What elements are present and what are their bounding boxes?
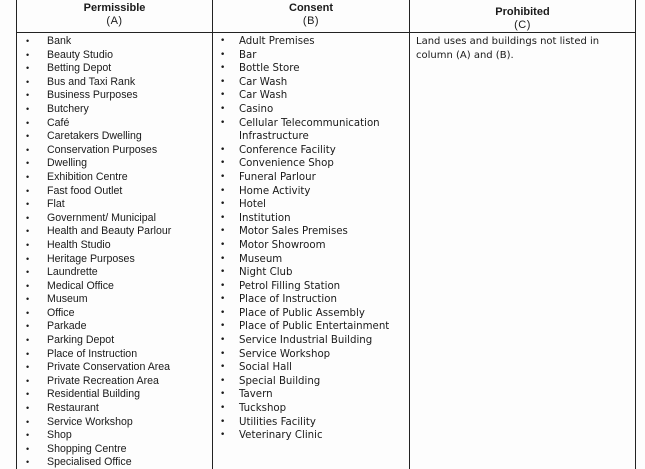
- list-item-label: Night Club: [239, 267, 293, 279]
- list-item: [213, 76, 409, 90]
- bullet-icon: •: [26, 239, 30, 250]
- list-item: [213, 266, 409, 280]
- list-item: [17, 157, 212, 171]
- bullet-icon: •: [26, 443, 30, 454]
- list-item: [213, 89, 409, 103]
- list-item: [213, 144, 409, 158]
- list-item: [17, 348, 212, 362]
- list-item-label: Café: [47, 116, 70, 129]
- list-item: [17, 456, 212, 469]
- bullet-icon: •: [26, 63, 30, 74]
- list-item-label: Casino: [239, 103, 274, 115]
- list-item-label: Conservation Purposes: [47, 143, 158, 156]
- list-item: [213, 225, 409, 239]
- list-item: [213, 198, 409, 212]
- list-item-label: Exhibition Centre: [47, 170, 128, 183]
- bullet-icon: •: [220, 36, 226, 46]
- list-item-label: Parkade: [47, 320, 87, 333]
- list-item-label: Residential Building: [47, 388, 141, 401]
- bullet-icon: •: [220, 267, 226, 278]
- bullet-icon: •: [220, 226, 226, 237]
- list-item-label: Medical Office: [47, 279, 114, 292]
- list-item: [17, 307, 212, 321]
- bullet-icon: •: [220, 199, 226, 210]
- list-item: [17, 35, 212, 49]
- bullet-icon: •: [26, 307, 30, 318]
- bullet-icon: •: [26, 389, 30, 400]
- list-item-label: Adult Premises: [239, 36, 315, 47]
- list-item: [213, 239, 409, 253]
- list-item-label: Health Studio: [47, 238, 111, 251]
- bullet-icon: •: [220, 430, 226, 441]
- list-item: [213, 334, 409, 348]
- bullet-icon: •: [26, 362, 30, 373]
- list-item: [17, 361, 212, 375]
- list-item: [17, 76, 212, 90]
- list-item-label: Infrastructure: [239, 131, 309, 143]
- bullet-icon: •: [220, 76, 226, 87]
- list-item: [17, 171, 212, 185]
- list-item: [213, 62, 409, 76]
- list-item-label: Place of Public Assembly: [239, 307, 365, 319]
- list-item-label: Butchery: [47, 102, 89, 115]
- permissible-list: [17, 33, 212, 469]
- list-item-label: Private Conservation Area: [47, 361, 171, 374]
- bullet-icon: •: [26, 430, 30, 441]
- list-item: [17, 89, 212, 103]
- bullet-icon: •: [220, 362, 226, 373]
- bullet-icon: •: [220, 280, 226, 291]
- list-item-label: Tuckshop: [239, 403, 287, 415]
- list-item: [17, 103, 212, 117]
- header-permissible-title: Permissible: [83, 2, 146, 14]
- list-item-label: Funeral Parlour: [239, 171, 316, 183]
- list-item-label: Bottle Store: [239, 63, 300, 75]
- bullet-icon: •: [220, 90, 226, 101]
- list-item: [213, 49, 409, 63]
- header-consent-code: (B): [302, 15, 320, 27]
- list-item: [213, 348, 409, 362]
- bullet-icon: •: [26, 117, 30, 128]
- bullet-icon: •: [26, 90, 30, 101]
- bullet-icon: •: [26, 76, 30, 87]
- bullet-icon: •: [26, 457, 30, 468]
- list-item: [17, 293, 212, 307]
- list-item-label: Car Wash: [239, 90, 288, 102]
- list-item-label: Home Activity: [239, 185, 311, 197]
- list-item-label: Parking Depot: [47, 334, 115, 347]
- bullet-icon: •: [26, 199, 30, 210]
- list-item-label: Heritage Purposes: [47, 252, 135, 265]
- list-item: [17, 416, 212, 430]
- list-item: [17, 239, 212, 253]
- list-item: [17, 198, 212, 212]
- list-item: [17, 375, 212, 389]
- list-item-label: Convenience Shop: [239, 158, 334, 170]
- bullet-icon: •: [220, 49, 226, 60]
- list-item: [213, 171, 409, 185]
- list-item-label: Cellular Telecommunication: [239, 117, 380, 129]
- consent-list: [213, 33, 409, 443]
- list-item-label: Motor Sales Premises: [239, 226, 348, 238]
- bullet-icon: •: [26, 131, 30, 142]
- list-item: [17, 334, 212, 348]
- list-item-label: Shop: [47, 429, 72, 442]
- bullet-icon: •: [26, 416, 30, 427]
- list-item-label: Conference Facility: [239, 144, 336, 156]
- list-item-label: Car Wash: [239, 76, 288, 88]
- bullet-icon: •: [220, 403, 226, 414]
- list-item: [17, 443, 212, 457]
- list-item-label: Fast food Outlet: [47, 184, 123, 197]
- bullet-icon: •: [220, 253, 226, 264]
- list-item: [213, 157, 409, 171]
- bullet-icon: •: [26, 375, 30, 386]
- list-item: [213, 130, 409, 144]
- list-item-label: Service Industrial Building: [239, 335, 373, 347]
- list-item-label: Bank: [47, 35, 72, 47]
- bullet-icon: •: [220, 212, 226, 223]
- list-item: [213, 280, 409, 294]
- bullet-icon: •: [26, 267, 30, 278]
- bullet-icon: •: [220, 307, 226, 318]
- bullet-icon: •: [26, 253, 30, 264]
- list-item: [17, 280, 212, 294]
- list-item-label: Service Workshop: [239, 348, 331, 360]
- bullet-icon: •: [220, 294, 226, 305]
- bullet-icon: •: [26, 49, 30, 60]
- bullet-icon: •: [26, 280, 30, 291]
- bullet-icon: •: [220, 389, 226, 400]
- list-item-label: Special Building: [239, 375, 321, 387]
- list-item-label: Social Hall: [239, 362, 293, 374]
- list-item-label: Caretakers Dwelling: [47, 130, 142, 143]
- land-use-table: [16, 0, 636, 469]
- list-item-label: Beauty Studio: [47, 48, 113, 61]
- bullet-icon: •: [220, 375, 226, 386]
- list-item: [17, 320, 212, 334]
- list-item-label: Hotel: [239, 199, 266, 211]
- list-item: [213, 212, 409, 226]
- list-item-label: Motor Showroom: [239, 239, 326, 251]
- bullet-icon: •: [26, 185, 30, 196]
- list-item: [17, 130, 212, 144]
- list-item-label: Utilities Facility: [239, 416, 316, 428]
- header-permissible-code: (A): [106, 15, 123, 27]
- permissible-cell: [17, 33, 213, 469]
- list-item: [17, 62, 212, 76]
- list-item-label: Museum: [239, 253, 283, 265]
- list-item: [213, 307, 409, 321]
- list-item-label: Office: [47, 306, 75, 319]
- header-prohibited-title: Prohibited: [495, 6, 550, 18]
- list-item-label: Place of Public Entertainment: [239, 321, 390, 333]
- list-item: [213, 293, 409, 307]
- bullet-icon: •: [26, 321, 30, 332]
- list-item-label: Health and Beauty Parlour: [47, 225, 172, 238]
- list-item-label: Dwelling: [47, 157, 88, 170]
- list-item: [213, 429, 409, 443]
- list-item: [213, 117, 409, 131]
- bullet-icon: •: [220, 63, 226, 74]
- bullet-icon: •: [26, 294, 30, 305]
- bullet-icon: •: [26, 226, 30, 237]
- table-body-row: [17, 33, 636, 469]
- list-item: [213, 320, 409, 334]
- list-item: [213, 388, 409, 402]
- list-item: [213, 375, 409, 389]
- bullet-icon: •: [26, 103, 30, 114]
- bullet-icon: •: [220, 117, 226, 128]
- list-item: [17, 253, 212, 267]
- bullet-icon: •: [26, 36, 30, 46]
- bullet-icon: •: [26, 171, 30, 182]
- header-consent: [213, 0, 410, 33]
- list-item: [213, 185, 409, 199]
- list-item-label: Bar: [239, 49, 257, 61]
- bullet-icon: •: [220, 103, 226, 114]
- header-permissible: [17, 0, 213, 33]
- bullet-icon: •: [26, 335, 30, 346]
- bullet-icon: •: [220, 239, 226, 250]
- list-item-label: Betting Depot: [47, 62, 112, 75]
- list-item-label: Shopping Centre: [47, 442, 127, 455]
- list-item: [17, 49, 212, 63]
- bullet-icon: •: [220, 144, 226, 155]
- table-header-row: [17, 0, 636, 33]
- list-item: [17, 402, 212, 416]
- list-item: [17, 225, 212, 239]
- list-item: [17, 144, 212, 158]
- list-item: [213, 253, 409, 267]
- list-item: [213, 361, 409, 375]
- list-item-label: Museum: [47, 293, 88, 306]
- list-item: [213, 402, 409, 416]
- list-item: [17, 117, 212, 131]
- bullet-icon: •: [220, 321, 226, 332]
- consent-cell: [213, 33, 410, 469]
- list-item: [17, 266, 212, 280]
- list-item-label: Veterinary Clinic: [239, 430, 323, 442]
- list-item-label: Place of Instruction: [239, 294, 337, 306]
- list-item: [213, 35, 409, 49]
- bullet-icon: •: [220, 416, 226, 427]
- bullet-icon: •: [220, 171, 226, 182]
- list-item: [213, 416, 409, 430]
- list-item-label: Flat: [47, 198, 65, 211]
- prohibited-text: Land uses and buildings not listed in column (A) and (B).: [416, 36, 600, 61]
- bullet-icon: •: [26, 158, 30, 169]
- list-item: [17, 429, 212, 443]
- list-item-label: Laundrette: [47, 266, 98, 279]
- list-item-label: Petrol Filling Station: [239, 280, 341, 292]
- list-item-label: Place of Instruction: [47, 347, 138, 360]
- prohibited-cell: [410, 33, 636, 469]
- bullet-icon: •: [26, 403, 30, 414]
- list-item: [17, 185, 212, 199]
- bullet-icon: •: [26, 144, 30, 155]
- list-item: [17, 212, 212, 226]
- bullet-icon: •: [26, 348, 30, 359]
- bullet-icon: •: [220, 158, 226, 169]
- list-item-label: Service Workshop: [47, 415, 133, 428]
- header-consent-title: Consent: [289, 2, 333, 14]
- bullet-icon: •: [220, 348, 226, 359]
- list-item-label: Business Purposes: [47, 89, 138, 102]
- list-item: [213, 103, 409, 117]
- list-item-label: Bus and Taxi Rank: [47, 75, 136, 88]
- bullet-icon: •: [26, 212, 30, 223]
- header-prohibited-code: (C): [514, 19, 531, 31]
- list-item-label: Tavern: [239, 389, 273, 401]
- bullet-icon: •: [220, 335, 226, 346]
- list-item-label: Institution: [239, 212, 291, 224]
- list-item-label: Government/ Municipal: [47, 211, 156, 224]
- list-item: [17, 388, 212, 402]
- bullet-icon: •: [220, 185, 226, 196]
- list-item-label: Restaurant: [47, 402, 99, 415]
- list-item-label: Specialised Office: [47, 456, 132, 469]
- list-item-label: Private Recreation Area: [47, 374, 159, 387]
- header-prohibited: [410, 0, 636, 33]
